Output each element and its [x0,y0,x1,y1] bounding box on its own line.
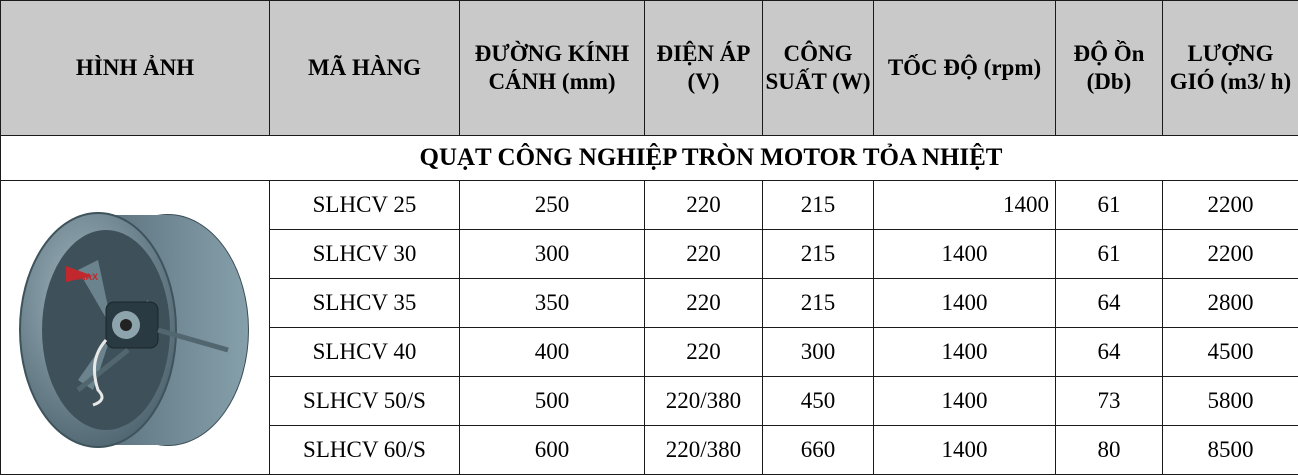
cell-diameter: 350 [460,279,645,328]
header-code: MÃ HÀNG [270,1,460,136]
header-speed: TỐC ĐỘ (rpm) [874,1,1056,136]
header-diameter: ĐƯỜNG KÍNH CÁNH (mm) [460,1,645,136]
cell-power: 300 [763,328,874,377]
product-image-cell [1,181,270,475]
cell-airflow: 5800 [1163,377,1298,426]
cell-airflow: 2200 [1163,230,1298,279]
cell-diameter: 600 [460,426,645,475]
section-title-row [1,136,1298,181]
cell-speed: 1400 [874,377,1056,426]
cell-voltage: 220 [645,230,763,279]
cell-diameter: 250 [460,181,645,230]
cell-noise: 61 [1056,230,1163,279]
cell-noise: 73 [1056,377,1163,426]
cell-airflow: 2200 [1163,181,1298,230]
cell-voltage: 220/380 [645,377,763,426]
cell-code: SLHCV 50/S [270,377,460,426]
cell-speed: 1400 [874,230,1056,279]
cell-speed: 1400 [874,426,1056,475]
axial-fan-image [18,190,253,465]
cell-power: 215 [763,230,874,279]
cell-speed: 1400 [874,181,1056,230]
header-noise: ĐỘ Ồn (Db) [1056,1,1163,136]
cell-diameter: 500 [460,377,645,426]
svg-text:MAX: MAX [77,272,98,282]
header-voltage: ĐIỆN ÁP (V) [645,1,763,136]
cell-speed: 1400 [874,328,1056,377]
cell-noise: 64 [1056,328,1163,377]
cell-diameter: 400 [460,328,645,377]
cell-voltage: 220 [645,328,763,377]
cell-voltage: 220 [645,181,763,230]
cell-voltage: 220 [645,279,763,328]
cell-diameter: 300 [460,230,645,279]
cell-code: SLHCV 25 [270,181,460,230]
header-image: HÌNH ẢNH [1,1,270,136]
cell-noise: 80 [1056,426,1163,475]
table-row [1,181,1298,230]
cell-power: 660 [763,426,874,475]
header-power: CÔNG SUẤT (W) [763,1,874,136]
cell-power: 215 [763,181,874,230]
cell-noise: 61 [1056,181,1163,230]
header-airflow: LƯỢNG GIÓ (m3/ h) [1163,1,1298,136]
cell-voltage: 220/380 [645,426,763,475]
cell-power: 215 [763,279,874,328]
cell-code: SLHCV 60/S [270,426,460,475]
section-title: QUẠT CÔNG NGHIỆP TRÒN MOTOR TỎA NHIỆT [270,136,1298,181]
cell-code: SLHCV 35 [270,279,460,328]
cell-noise: 64 [1056,279,1163,328]
cell-airflow: 2800 [1163,279,1298,328]
cell-speed: 1400 [874,279,1056,328]
cell-airflow: 4500 [1163,328,1298,377]
cell-code: SLHCV 30 [270,230,460,279]
cell-power: 450 [763,377,874,426]
cell-airflow: 8500 [1163,426,1298,475]
cell-code: SLHCV 40 [270,328,460,377]
header-row [1,1,1298,136]
